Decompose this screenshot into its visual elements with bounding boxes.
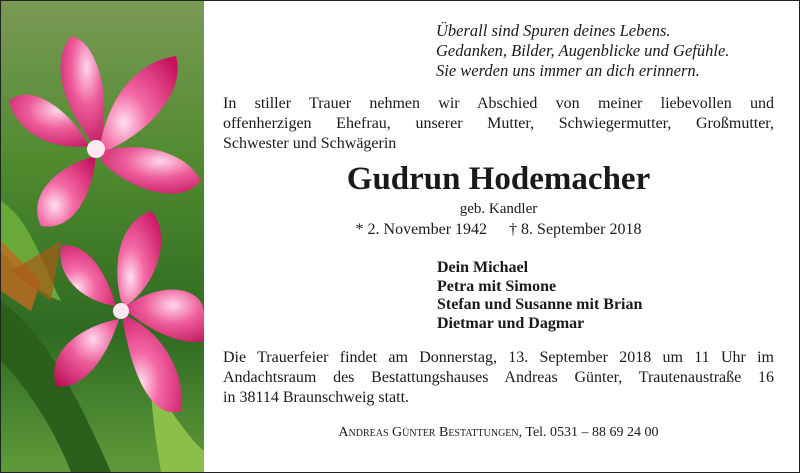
quote-line: Überall sind Spuren deines Lebens. bbox=[436, 21, 671, 40]
death-date: † 8. September 2018 bbox=[509, 221, 642, 238]
funeral-home-name: Andreas Günter Bestattungen bbox=[338, 425, 519, 440]
quote-line: Gedanken, Bilder, Augenblicke und Gefühle. bbox=[436, 41, 730, 60]
mourner-entry: Petra mit Simone bbox=[437, 277, 557, 295]
ceremony-line: Die Trauerfeier findet am Donnerstag, 13. September 2018 um 11 Uhr im bbox=[223, 349, 774, 366]
ceremony-line: Andachtsraum des Bestattungshauses Andreas Günter, Trautenaustraße 16 bbox=[223, 369, 774, 386]
mourner-entry: Dietmar und Dagmar bbox=[437, 314, 585, 332]
deceased-name: Gudrun Hodemacher bbox=[346, 161, 651, 197]
intro-text bbox=[223, 94, 774, 154]
intro-line: Schwester und Schwägerin bbox=[223, 135, 397, 152]
funeral-home-phone: , Tel. 0531 – 88 69 24 00 bbox=[518, 425, 659, 440]
intro-line: offenherzigen Ehefrau, unserer Mutter, Schwiegermutter, Großmutter, bbox=[223, 115, 774, 132]
mourner-entry: Stefan und Susanne mit Brian bbox=[437, 296, 643, 313]
mourners-list bbox=[437, 259, 642, 333]
memorial-quote bbox=[436, 21, 729, 81]
life-dates bbox=[223, 219, 774, 241]
quote-line: Sie werden uns immer an dich erinnern. bbox=[436, 61, 700, 80]
ceremony-info bbox=[223, 348, 774, 408]
ceremony-line: in 38114 Braunschweig statt. bbox=[223, 389, 410, 406]
maiden-name: geb. Kandler bbox=[459, 201, 538, 217]
flower-photo bbox=[1, 1, 204, 472]
funeral-home-footer bbox=[223, 424, 774, 442]
intro-line: In stiller Trauer nehmen wir Abschied von meiner liebevollen und bbox=[223, 95, 774, 112]
birth-date: * 2. November 1942 bbox=[355, 221, 488, 238]
mourner-entry: Dein Michael bbox=[437, 259, 529, 276]
